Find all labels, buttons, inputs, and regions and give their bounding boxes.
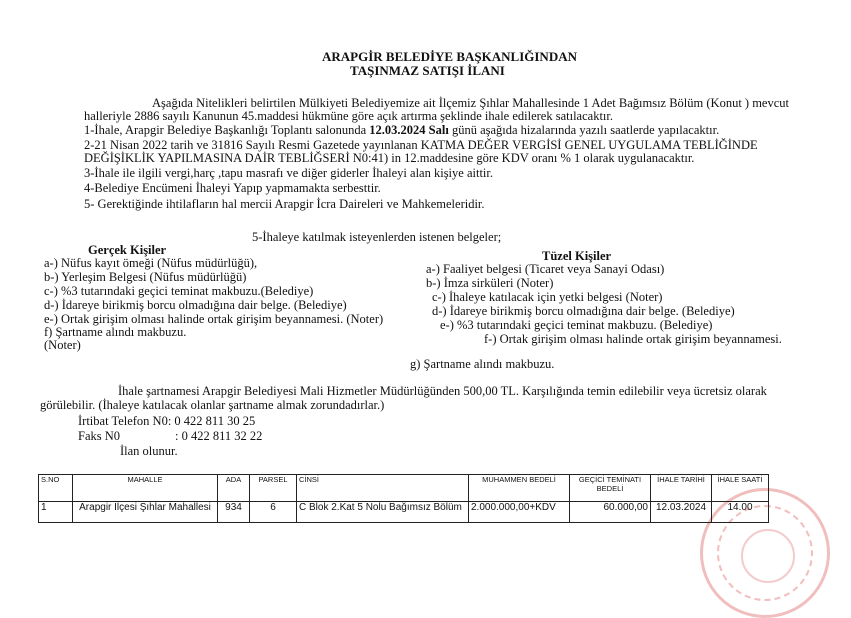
legal-doc-e: e-) %3 tutarındaki geçici teminat makbuzu. (Belediye) xyxy=(440,318,713,332)
cell-ada: 934 xyxy=(218,502,250,523)
item-2-line-1: 2-21 Nisan 2022 tarih ve 31816 Sayılı Resmi Gazetede yayınlanan KATMA DEĞER VERGİSİ GENEL UYGULAMA TEBLİĞİNDE xyxy=(84,138,758,152)
cell-teminat: 60.000,00 xyxy=(570,502,651,523)
cell-mahalle: Arapgir İlçesi Şıhlar Mahallesi xyxy=(73,502,218,523)
cell-ihale-tarihi: 12.03.2024 xyxy=(651,502,712,523)
document-subtitle: TAŞINMAZ SATIŞI İLANI xyxy=(350,63,505,78)
table-row xyxy=(39,502,769,523)
real-doc-c: c-) %3 tutarındaki geçici teminat makbuzu.(Belediye) xyxy=(44,284,314,298)
legal-entities-title: Tüzel Kişiler xyxy=(542,249,612,263)
closing-text: İlan olunur. xyxy=(120,444,178,458)
item-4: 4-Belediye Encümeni İhaleyi Yapıp yapmamakta serbesttir. xyxy=(84,181,381,195)
item-3: 3-İhale ile ilgili vergi,harç ,tapu masrafı ve diğer giderler İhaleyi alan kişiye aittir. xyxy=(84,166,493,180)
intro-line-1: Aşağıda Nitelikleri belirtilen Mülkiyeti Belediyemize ait İlçemiz Şıhlar Mahallesinde 1 Adet Bağımsız Bölüm (Konut ) mevcut xyxy=(152,96,789,110)
header-ihale-saati: İHALE SAATİ xyxy=(712,475,769,502)
cell-cinsi: C Blok 2.Kat 5 Nolu Bağımsız Bölüm xyxy=(297,502,469,523)
auction-date: 12.03.2024 Salı xyxy=(369,123,449,137)
specification-line-1: İhale şartnamesi Arapgir Belediyesi Mali Hizmetler Müdürlüğünden 500,00 TL. Karşılığında temin edilebilir veya ücretsiz olarak xyxy=(118,384,767,398)
property-table xyxy=(38,474,769,523)
header-ihale-tarihi: İHALE TARİHİ xyxy=(651,475,712,502)
real-doc-d: d-) İdareye birikmiş borcu olmadığına dair belge. (Belediye) xyxy=(44,298,347,312)
header-parsel: PARSEL xyxy=(250,475,297,502)
real-doc-b: b-) Yerleşim Belgesi (Nüfus müdürlüğü) xyxy=(44,270,247,284)
contact-phone: İrtibat Telefon N0: 0 422 811 30 25 xyxy=(78,414,256,428)
documents-intro: 5-İhaleye katılmak isteyenlerden istenen belgeler; xyxy=(252,230,502,244)
header-mahalle: MAHALLE xyxy=(73,475,218,502)
item-1-rest: günü aşağıda hizalarında yazılı saatlerde yapılacaktır. xyxy=(448,123,720,137)
cell-parsel: 6 xyxy=(250,502,297,523)
header-muhammen: MUHAMMEN BEDELİ xyxy=(469,475,570,502)
real-doc-a: a-) Nüfus kayıt ömeği (Nüfus müdürlüğü), xyxy=(44,256,258,270)
header-sno: S.NO xyxy=(39,475,73,502)
item-2-line-2: DEĞİŞİKLİK YAPILMASINA DAİR TEBLİĞSERİ N0:41) in 12.maddesine göre KDV oranı % 1 olarak uygulanacaktır. xyxy=(84,151,695,165)
legal-doc-b: b-) İmza sirküleri (Noter) xyxy=(426,276,554,290)
legal-doc-a: a-) Faaliyet belgesi (Ticaret veya Sanayi Odası) xyxy=(426,262,665,276)
contact-fax-label: Faks N0 xyxy=(78,429,121,443)
document-title: ARAPGİR BELEDİYE BAŞKANLIĞINDAN xyxy=(322,49,577,64)
legal-doc-d: d-) İdareye birikmiş borcu olmadığına dair belge. (Belediye) xyxy=(432,304,735,318)
item-1-text: 1-İhale, Arapgir Belediye Başkanlığı Toplantı salonunda xyxy=(84,123,370,137)
real-persons-title: Gerçek Kişiler xyxy=(88,243,167,257)
cell-sno: 1 xyxy=(39,502,73,523)
contact-fax-number: : 0 422 811 32 22 xyxy=(175,429,263,443)
real-doc-f: f) Şartname alındı makbuzu. xyxy=(44,325,187,339)
real-doc-e: e-) Ortak girişim olması halinde ortak girişim beyannamesi. (Noter) xyxy=(44,312,384,326)
intro-line-2: halleriyle 2886 sayılı Kanunun 45.maddesi hükmüne göre açık artırma şeklinde ihale edilerek satılacaktır. xyxy=(84,109,613,123)
table-header-row xyxy=(39,475,769,502)
cell-ihale-saati: 14.00 xyxy=(712,502,769,523)
legal-doc-f: f-) Ortak girişim olması halinde ortak girişim beyannamesi. xyxy=(484,332,782,346)
item-1 xyxy=(84,123,719,137)
legal-doc-c: c-) İhaleye katılacak için yetki belgesi (Noter) xyxy=(432,290,663,304)
header-cinsi: CİNSİ xyxy=(297,475,469,502)
real-doc-f-note: (Noter) xyxy=(44,338,81,352)
header-teminat: GEÇİCİ TEMİNATI BEDELİ xyxy=(570,475,651,502)
item-5: 5- Gerektiğinde ihtilafların hal mercii Arapgir İcra Daireleri ve Mahkemeleridir. xyxy=(84,197,485,211)
header-ada: ADA xyxy=(218,475,250,502)
legal-doc-g: g) Şartname alındı makbuzu. xyxy=(410,357,555,371)
cell-muhammen: 2.000.000,00+KDV xyxy=(469,502,570,523)
specification-line-2: görülebilir. (İhaleye katılacak olanlar şartname almak zorundadırlar.) xyxy=(40,398,385,412)
